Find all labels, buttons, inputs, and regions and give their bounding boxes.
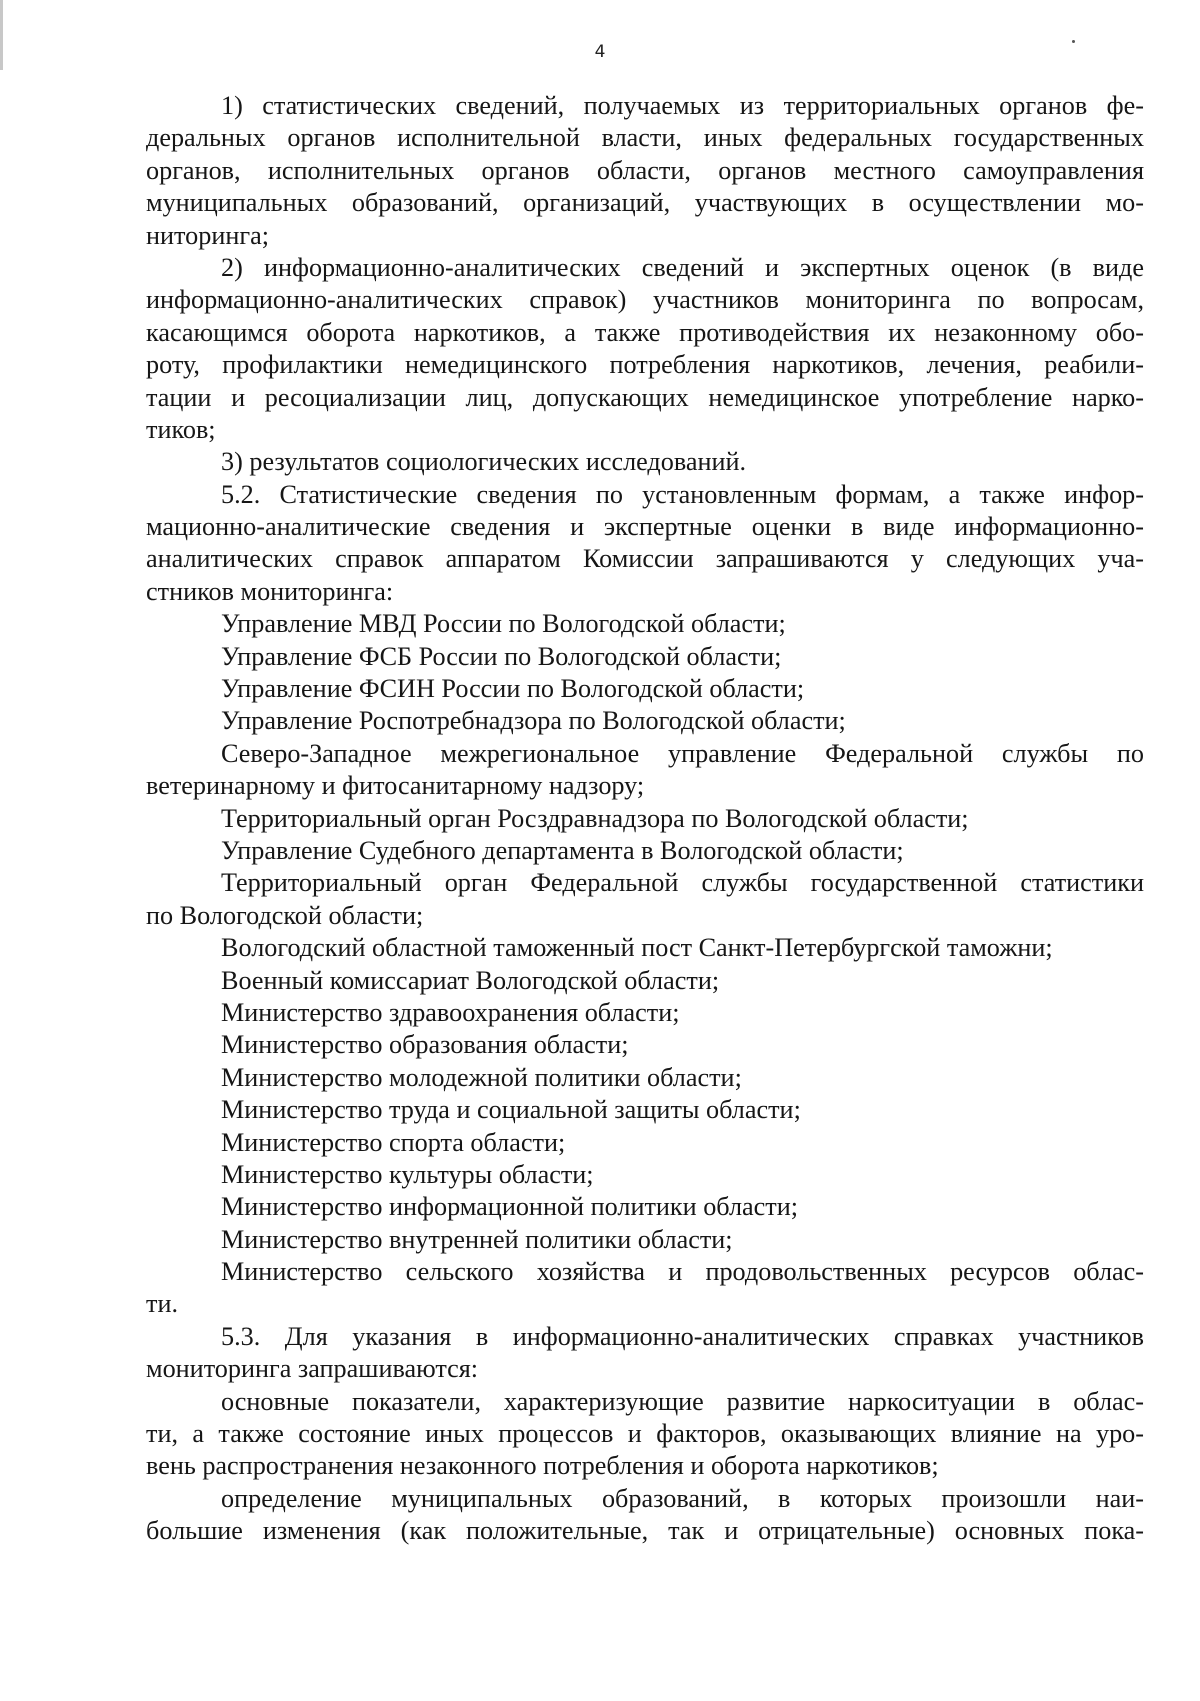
text-line: по Вологодской области; [146,900,424,930]
text-line: Министерство культуры области; [221,1159,594,1189]
text-line: Военный комиссариат Вологодской области; [221,965,720,995]
text-line: ти, а также состояние иных процессов и факторов, оказывающих влияние на уро- [146,1419,1144,1449]
text-line: Министерство сельского хозяйства и продовольственных ресурсов облас- [221,1257,1144,1287]
text-line: Вологодский областной таможенный пост Санкт-Петербургской таможни; [221,933,1053,963]
text-line: 2) информационно-аналитических сведений и экспертных оценок (в виде [221,252,1144,282]
text-line: тации и ресоциализации лиц, допускающих немедицинское употребление нарко- [146,382,1144,412]
text-line: Управление Судебного департамента в Вологодской области; [221,835,904,865]
text-line: Управление ФСИН России по Вологодской области; [221,674,805,704]
text-line: мониторинга запрашиваются: [146,1354,479,1384]
text-line: большие изменения (как положительные, так и отрицательные) основных пока- [146,1516,1144,1546]
text-line: стников мониторинга: [146,576,394,606]
text-line: вень распространения незаконного потребления и оборота наркотиков; [146,1451,939,1481]
text-line: 1) статистических сведений, получаемых из территориальных органов фе- [221,91,1144,120]
text-line: деральных органов исполнительной власти, иных федеральных государственных [146,123,1144,153]
text-line: информационно-аналитических справок) участников мониторинга по вопросам, [146,285,1144,315]
text-line: ветеринарному и фитосанитарному надзору; [146,771,645,801]
text-line: Министерство информационной политики области; [221,1192,799,1222]
text-line: ниторинга; [146,220,269,250]
text-line: Министерство молодежной политики области; [221,1062,742,1092]
text-line: 5.2. Статистические сведения по установленным формам, а также инфор- [221,479,1144,509]
text-line: Управление Роспотребнадзора по Вологодской области; [221,706,846,736]
text-line: касающимся оборота наркотиков, а также противодействия их незаконному обо- [146,317,1144,347]
text-line: Управление МВД России по Вологодской области; [221,609,786,639]
text-line: 5.3. Для указания в информационно-аналитических справках участников [221,1321,1144,1351]
scan-dot-mark [1072,40,1075,43]
text-line: Территориальный орган Федеральной службы государственной статистики [221,868,1144,898]
text-line: тиков; [146,414,216,444]
body-text [146,90,1144,1548]
text-line: органов, исполнительных органов области, органов местного самоуправления [146,155,1144,185]
text-line: ти. [146,1289,179,1319]
text-line: Министерство труда и социальной защиты области; [221,1095,801,1125]
text-line: мационно-аналитические сведения и экспертные оценки в виде информационно- [146,512,1144,542]
text-line: Территориальный орган Росздравнадзора по Вологодской области; [221,803,969,833]
text-line: определение муниципальных образований, в которых произошли наи- [221,1483,1144,1513]
text-line: Министерство здравоохранения области; [221,997,680,1027]
text-line: Управление ФСБ России по Вологодской области; [221,641,782,671]
text-line: роту, профилактики немедицинского потребления наркотиков, лечения, реабили- [146,350,1144,380]
text-line: муниципальных образований, организаций, участвующих в осуществлении мо- [146,188,1144,218]
text-line: Министерство образования области; [221,1030,629,1060]
text-line: аналитических справок аппаратом Комиссии запрашиваются у следующих уча- [146,544,1144,574]
text-line: Северо-Западное межрегиональное управление Федеральной службы по [221,738,1144,768]
text-line: Министерство внутренней политики области; [221,1224,733,1254]
text-line: 3) результатов социологических исследований. [221,447,747,477]
page-number: 4 [594,42,606,62]
text-line: основные показатели, характеризующие развитие наркоситуации в облас- [221,1386,1144,1416]
text-line: Министерство спорта области; [221,1127,566,1157]
